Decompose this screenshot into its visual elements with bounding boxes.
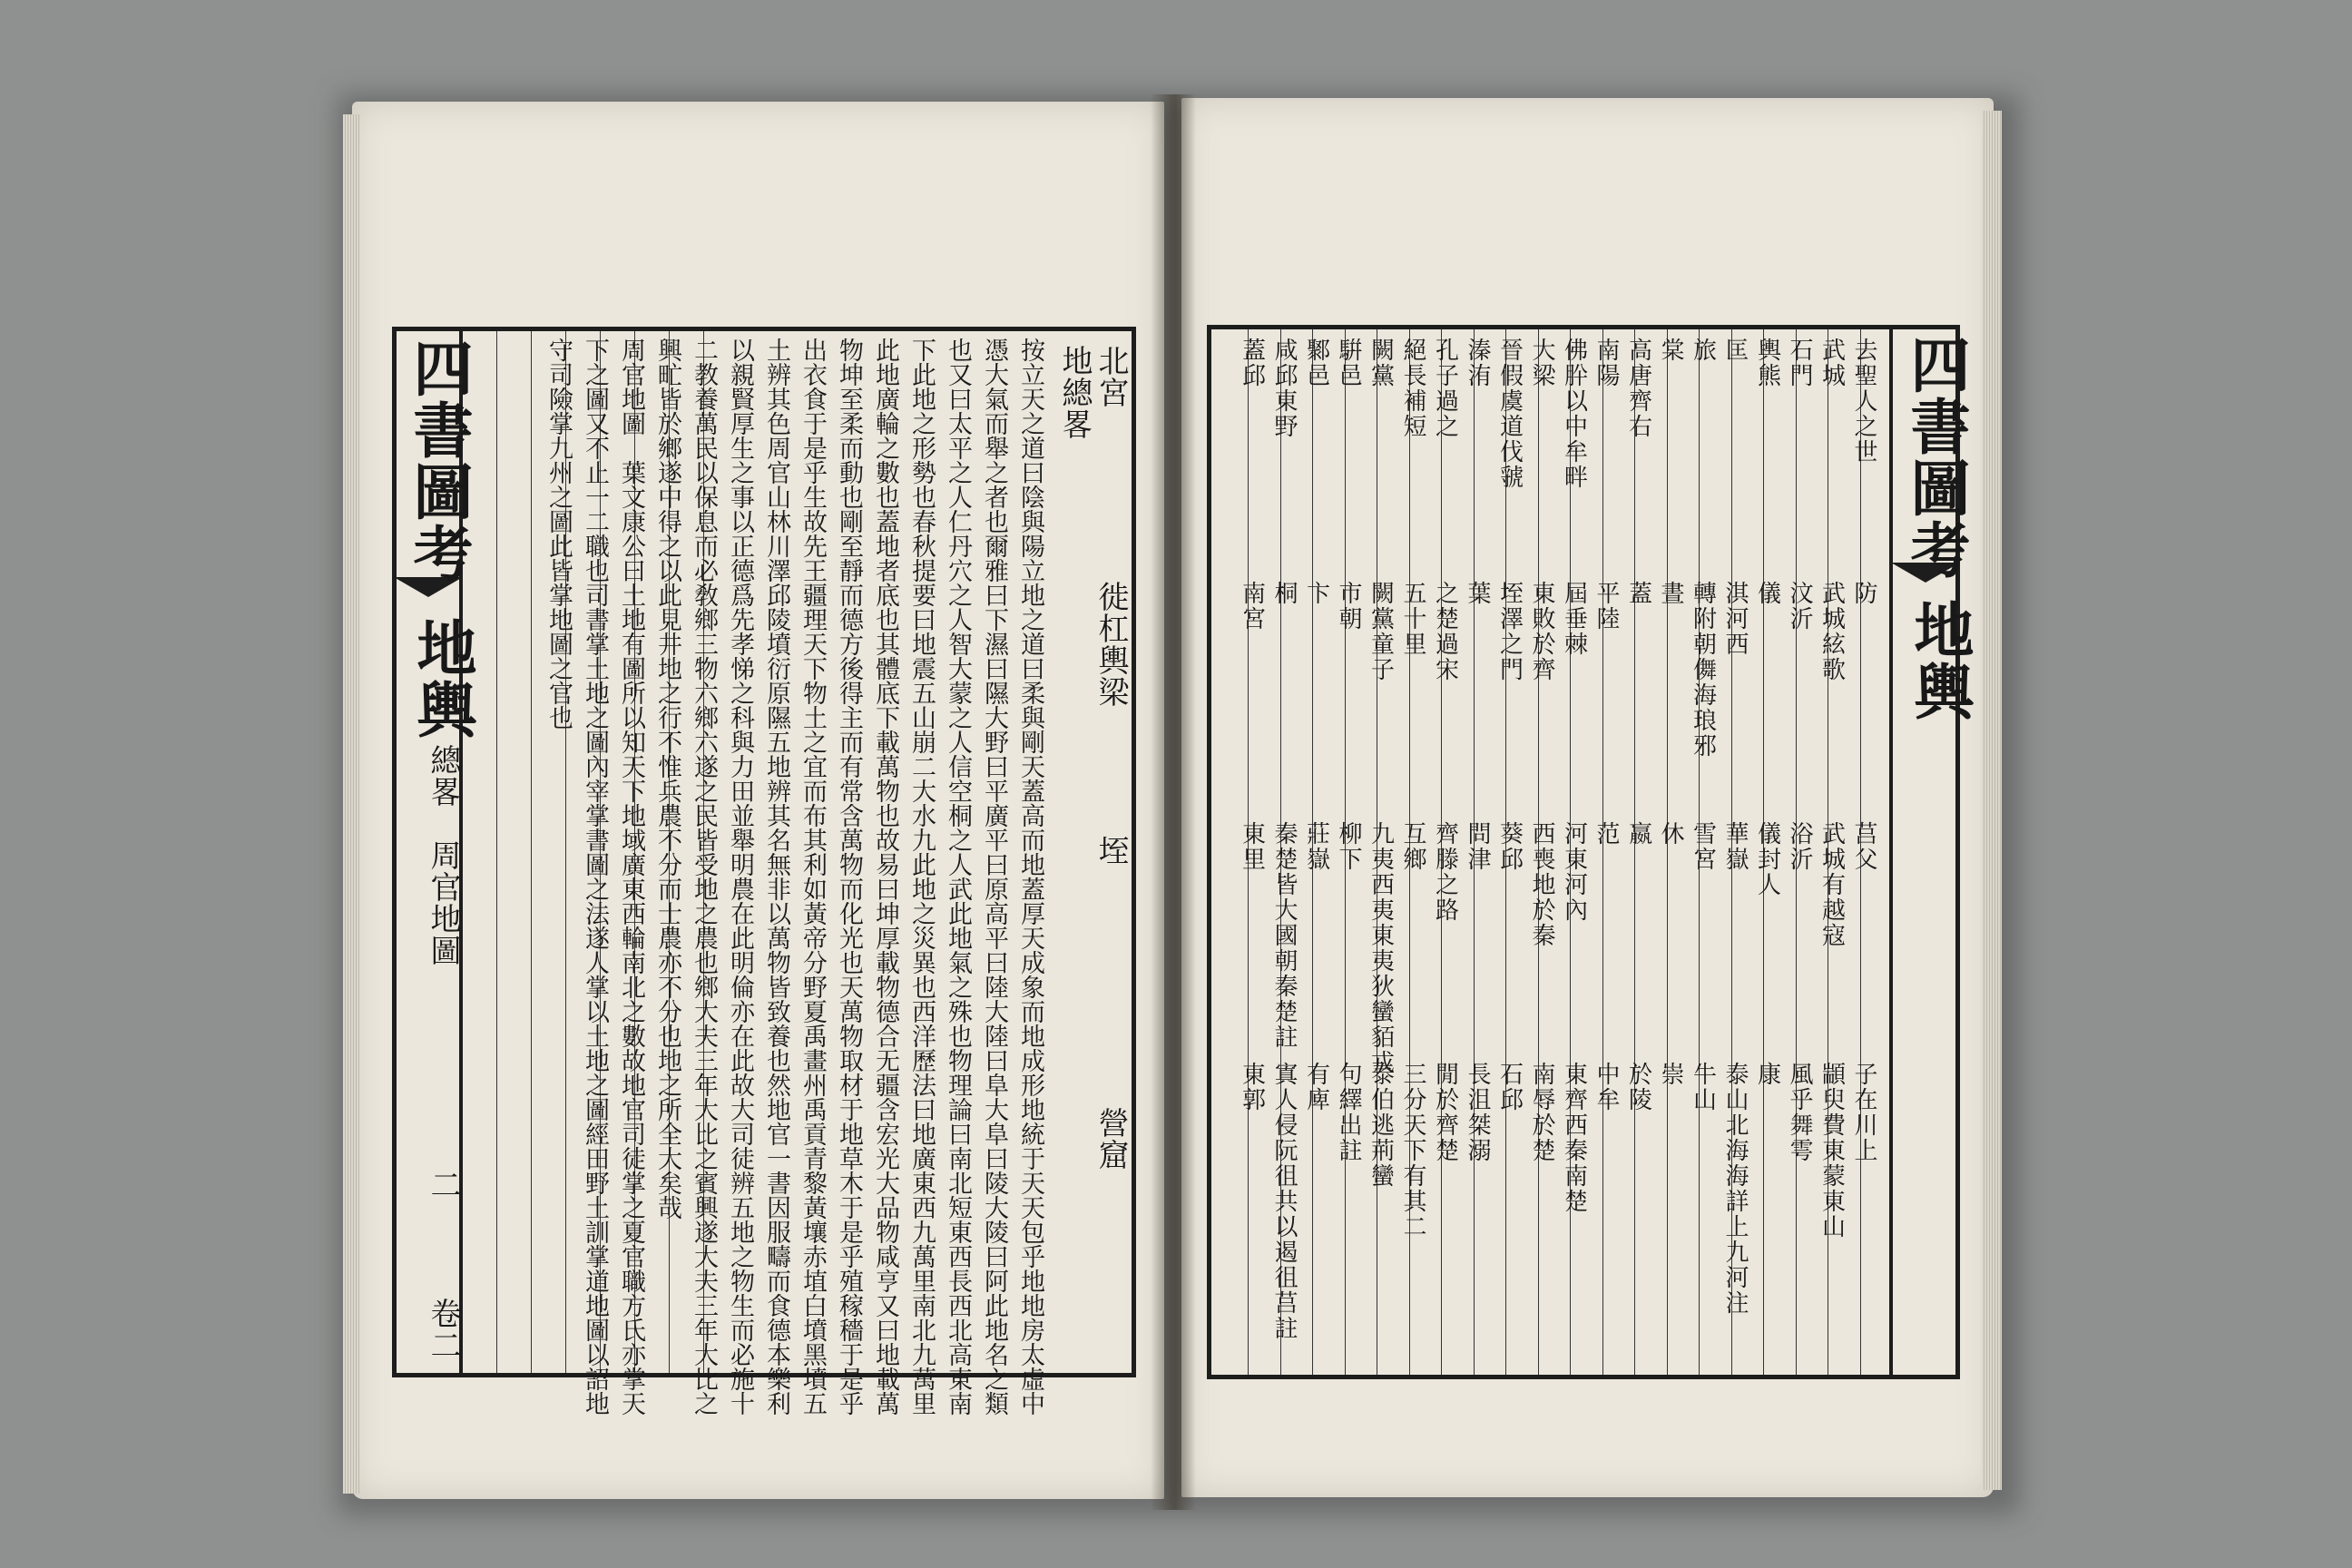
right-table-cell: 顓臾費東蒙東山: [1818, 1062, 1846, 1240]
right-table-cell: 寘人侵阮徂共以遏徂莒註: [1270, 1062, 1298, 1341]
left-header-top: 北宮: [1093, 345, 1129, 408]
left-text-column: 按立天之道曰陰與陽立地之道曰柔與剛天蓋高而地蓋厚天成象而地成形地統于天天包乎地地房太虛中: [1016, 338, 1044, 1416]
right-page-edges: [1982, 111, 2002, 1490]
right-table-cell: 佛肸以中牟畔: [1560, 338, 1588, 490]
column-rule: [1634, 329, 1635, 1375]
right-table-cell: 匡: [1721, 338, 1749, 363]
left-text-column: 二教養萬民以保息而必敎鄉三物六鄉六遂之民皆受地之農也鄉大夫三年大比之賓興遂大夫三年大比之: [690, 338, 718, 1416]
right-table-cell: 武城絃歌: [1818, 581, 1846, 682]
left-banxin-subtitle: 總畧 周官地圖: [425, 744, 461, 966]
right-table-cell: 九夷西夷東夷狄蠻貊戎: [1367, 821, 1395, 1075]
right-table-cell: 大梁: [1528, 338, 1555, 388]
right-table-cell: 屆垂棘: [1560, 581, 1588, 657]
right-table-cell: 互鄉: [1399, 821, 1426, 872]
right-table-cell: 泰伯逃荊蠻: [1367, 1062, 1395, 1189]
right-table-cell: 康: [1753, 1062, 1781, 1087]
right-table-cell: 嬴: [1624, 821, 1652, 847]
right-table-cell: 汶沂: [1786, 581, 1813, 632]
right-table-cell: 河東河內: [1560, 821, 1588, 923]
left-text-column: 憑大氣而舉之者也爾雅曰下濕曰隰大野曰平廣平曰原高平曰陸大陸曰阜大阜曰陵大陵曰阿此地名之類: [980, 338, 1008, 1416]
right-table-cell: 之楚過宋: [1431, 581, 1459, 682]
column-rule: [1667, 329, 1668, 1375]
right-table-cell: 絕長補短: [1399, 338, 1426, 439]
right-table-cell: 石門: [1786, 338, 1813, 388]
right-table-cell: 崇: [1657, 1062, 1684, 1087]
left-text-column: 出衣食于是乎生故先王疆理天下物土之宜而布其利如黃帝分野夏禹畫州禹貢青黎黃壤赤埴白墳黑墳五: [799, 338, 827, 1416]
left-text-column: 以親賢厚生之事以正德爲先孝悌之科與力田並舉明農在此明倫亦在此故大司徒辨五地之物生而必施十: [726, 338, 754, 1416]
right-table-cell: 防: [1850, 581, 1877, 606]
right-table-cell: 雪宮: [1689, 821, 1717, 872]
right-table-cell: 風乎舞雩: [1786, 1062, 1813, 1163]
right-table-cell: 柳下: [1335, 821, 1362, 872]
right-table-cell: 東郭: [1238, 1062, 1266, 1112]
right-table-cell: 牛山: [1689, 1062, 1717, 1112]
right-table-cell: 蓋邱: [1238, 338, 1266, 388]
right-table-cell: 閒於齊楚: [1431, 1062, 1459, 1163]
left-text-column: 周官地圖 葉文康公曰土地有圖所以知天下地域廣東西輪南北之數故地官司徒掌之夏官職方氏亦掌天: [617, 338, 645, 1416]
right-table-cell: 蓋: [1624, 581, 1652, 606]
left-banxin-title: 四書圖考: [403, 338, 474, 584]
right-table-cell: 桐: [1270, 581, 1298, 606]
left-page-edges: [343, 114, 359, 1494]
column-rule: [1602, 329, 1603, 1375]
right-table-cell: 休: [1657, 821, 1684, 847]
right-table-cell: 儀封人: [1753, 821, 1781, 897]
right-table-cell: 東里: [1238, 821, 1266, 872]
right-table-cell: 石邱: [1495, 1062, 1524, 1112]
right-banxin-section: 地輿: [1904, 599, 1975, 722]
right-table-cell: 鄹邑: [1302, 338, 1330, 388]
right-table-cell: 泰山北海海詳上九河注: [1721, 1062, 1749, 1316]
left-text-column: 興甿皆於鄉遂中得之以此見井地之行不惟兵農不分而士農亦不分也地之所全大矣哉: [653, 338, 681, 1220]
column-rule: [496, 331, 497, 1373]
book-gutter: [1151, 94, 1196, 1510]
left-text-column: 也又曰太平之人仁丹穴之人智大蒙之人信空桐之人武此地氣之殊也物理論曰南北短東西長西北高東南: [944, 338, 972, 1416]
right-table-cell: 三分天下有其二: [1399, 1062, 1426, 1240]
left-text-column: 土辨其色周官山林川澤邱陵墳衍原隰五地辨其名無非以萬物皆致養也然地官一書因服疇而食德本樂利: [762, 338, 790, 1416]
right-table-cell: 秦楚皆大國朝秦楚註: [1270, 821, 1298, 1050]
right-table-cell: 淇河西: [1721, 581, 1749, 657]
right-table-cell: 五十里: [1399, 581, 1426, 657]
right-table-cell: 齊滕之路: [1431, 821, 1459, 923]
left-header-mid: 徙杠輿梁: [1093, 581, 1129, 708]
left-header-bottom: 營窟: [1093, 1107, 1129, 1171]
right-table-cell: 騈邑: [1335, 338, 1362, 388]
right-table-cell: 南陽: [1592, 338, 1620, 388]
left-text-column: 下之圖又不止一二職也司書掌土地之圖內宰掌書圖之法遂人掌以土地之圖經田野土訓掌道地圖以詔地: [581, 338, 609, 1416]
right-table-cell: 莊嶽: [1302, 821, 1330, 872]
left-text-column: 物坤至柔而動也剛至靜而德方後得主而有常含萬物而化光也天萬物取材于地草木于是乎殖稼穡于是乎: [835, 338, 863, 1416]
right-table-cell: 西喪地於秦: [1528, 821, 1555, 948]
left-header-low: 垤: [1093, 835, 1129, 867]
left-banxin-volume: 卷二: [425, 1298, 461, 1361]
right-table-cell: 轉附朝儛海琅邪: [1689, 581, 1717, 759]
right-table-cell: 華嶽: [1721, 821, 1749, 872]
left-banxin-section: 地輿: [407, 617, 477, 740]
right-table-cell: 句繹出註: [1335, 1062, 1362, 1163]
right-table-cell: 市朝: [1335, 581, 1362, 632]
column-rule: [531, 331, 532, 1373]
right-table-cell: 平陸: [1592, 581, 1620, 632]
right-table-cell: 闕黨: [1367, 338, 1395, 388]
right-table-cell: 葵邱: [1495, 821, 1524, 872]
right-table-cell: 莒父: [1850, 821, 1877, 872]
right-table-cell: 武城有越寇: [1818, 821, 1846, 948]
right-table-cell: 儀: [1753, 581, 1781, 606]
right-banxin-title: 四書圖考: [1900, 334, 1971, 581]
right-table-cell: 東齊西秦南楚: [1560, 1062, 1588, 1214]
left-text-column: 下此地之形勢也春秋提要曰地震五山崩二大水九此地之災異也西洋歷法曰地廣東西九萬里南北九萬里: [907, 338, 936, 1416]
right-table-cell: 咸邱東野: [1270, 338, 1298, 439]
right-table-cell: 南宮: [1238, 581, 1266, 632]
right-table-cell: 卞: [1302, 581, 1330, 606]
right-table-cell: 長沮桀溺: [1464, 1062, 1491, 1163]
right-table-cell: 於陵: [1624, 1062, 1652, 1112]
right-table-cell: 有庳: [1302, 1062, 1330, 1112]
right-table-cell: 晉假虞道伐虢: [1495, 338, 1524, 490]
right-table-cell: 范: [1592, 821, 1620, 847]
right-table-cell: 旅: [1689, 338, 1717, 363]
right-table-cell: 南辱於楚: [1528, 1062, 1555, 1163]
left-text-column: 此地廣輪之數也蓋地者底也其體底下載萬物也故易曰坤厚載物德合无疆含宏光大品物咸亨又曰地載萬: [871, 338, 899, 1416]
right-table-cell: 輿熊: [1753, 338, 1781, 388]
right-table-cell: 東敗於齊: [1528, 581, 1555, 682]
right-table-cell: 去聖人之世: [1850, 338, 1877, 465]
right-table-cell: 垤澤之門: [1495, 581, 1524, 682]
right-table-cell: 晝: [1657, 581, 1684, 606]
right-table-cell: 子在川上: [1850, 1062, 1877, 1163]
right-table-cell: 高唐齊右: [1624, 338, 1652, 439]
right-table-cell: 棠: [1657, 338, 1684, 363]
right-table-cell: 溱洧: [1464, 338, 1491, 388]
left-section-title: 地總畧: [1056, 345, 1093, 440]
right-table-cell: 武城: [1818, 338, 1846, 388]
right-table-cell: 闕黨童子: [1367, 581, 1395, 682]
right-table-cell: 中牟: [1592, 1062, 1620, 1112]
right-table-cell: 葉: [1464, 581, 1491, 606]
right-table-cell: 問津: [1464, 821, 1491, 872]
left-banxin-page-number: 二: [425, 1169, 461, 1200]
right-table-cell: 浴沂: [1786, 821, 1813, 872]
right-table-cell: 孔子過之: [1431, 338, 1459, 439]
left-text-column: 守司險掌九州之圖此皆掌地圖之官也: [544, 338, 573, 730]
